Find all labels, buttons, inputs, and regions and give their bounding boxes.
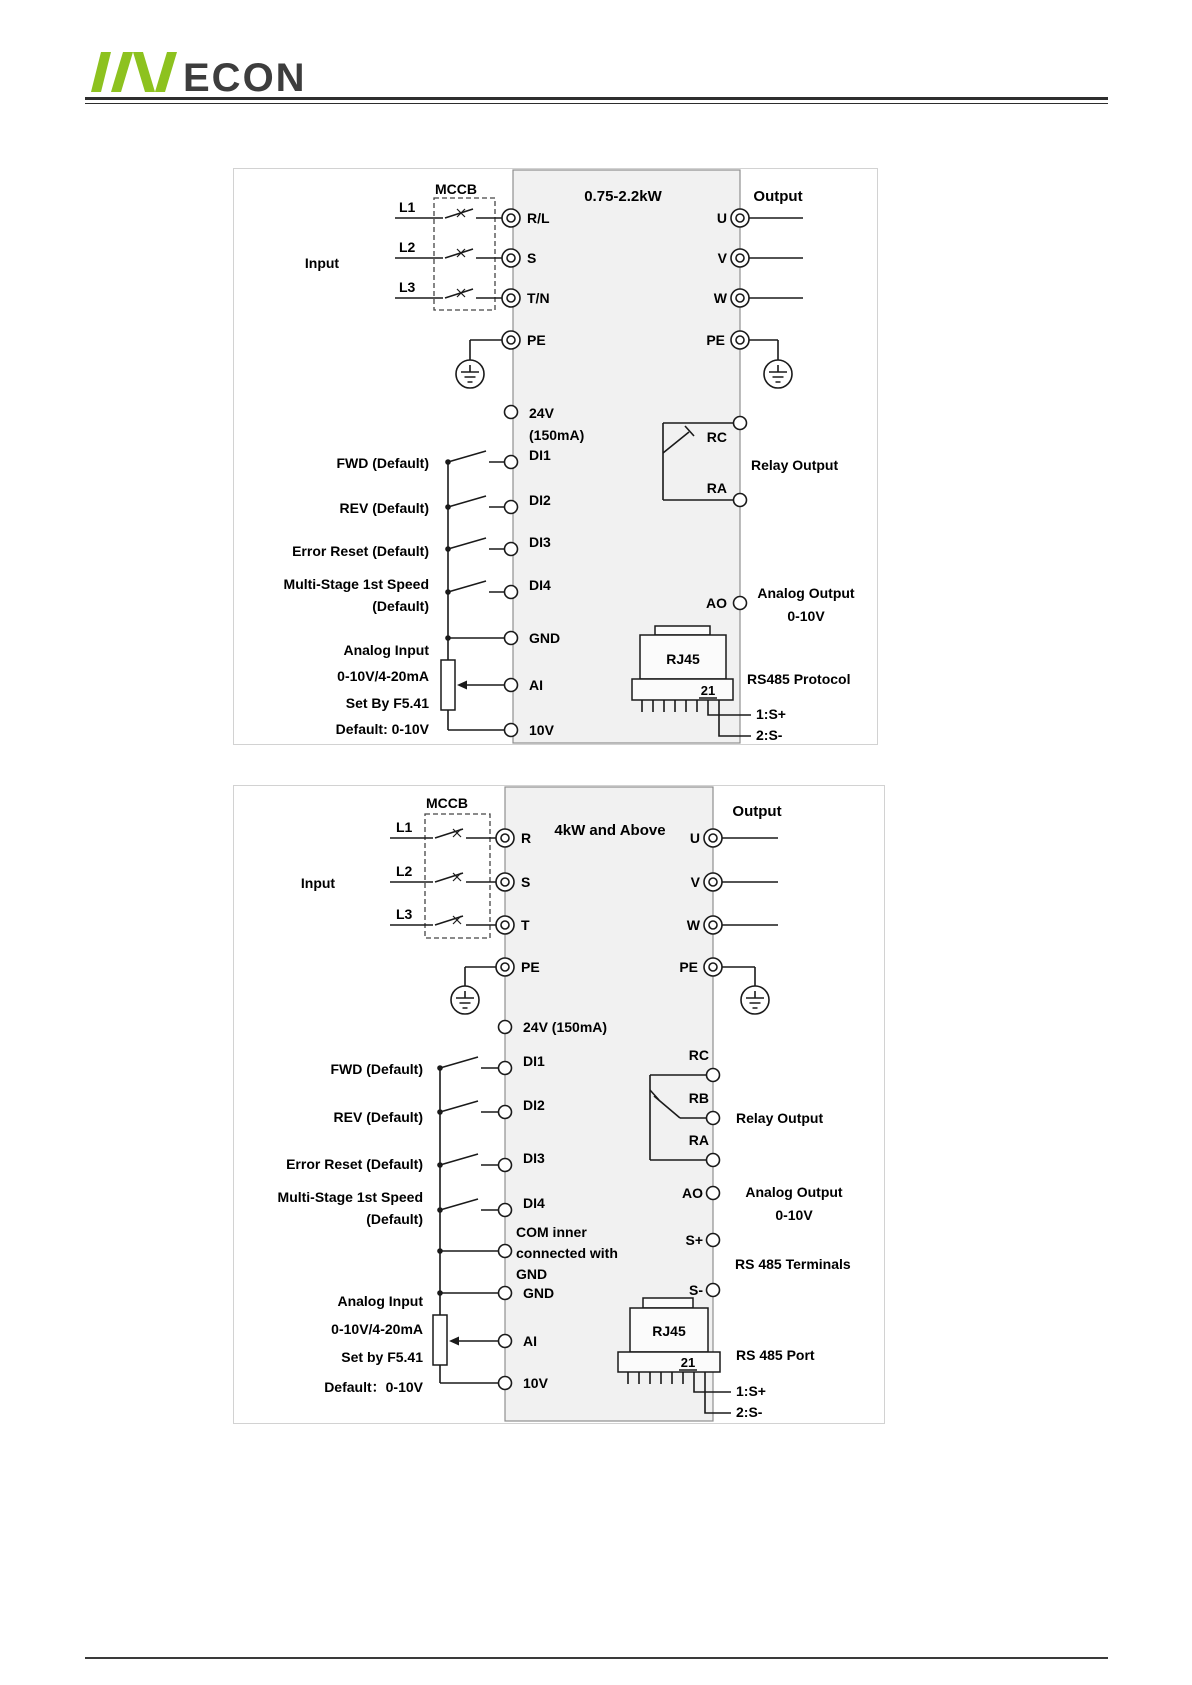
rs485-pin2-label: 2:S- bbox=[756, 727, 783, 743]
input-label: Input bbox=[300, 875, 336, 891]
terminal-pe-right-label: PE bbox=[679, 959, 698, 975]
diagram-panel-1 bbox=[233, 168, 878, 750]
l2-label: L2 bbox=[396, 863, 413, 879]
terminal-di1-label: DI1 bbox=[529, 447, 551, 463]
rs485-protocol-label: RS485 Protocol bbox=[747, 671, 851, 687]
analog-input-note-line2: 0-10V/4-20mA bbox=[337, 668, 429, 684]
wiring-diagram-4kw-above bbox=[233, 785, 885, 1424]
di4-function-label-line1: Multi-Stage 1st Speed bbox=[283, 576, 429, 592]
l1-label: L1 bbox=[396, 819, 413, 835]
terminal-rc-label: RC bbox=[688, 1047, 709, 1063]
analog-input-note-line4: Default: 0-10V bbox=[335, 721, 429, 737]
terminal-di4-label: DI4 bbox=[529, 577, 551, 593]
terminal-splus-label: S+ bbox=[685, 1232, 703, 1248]
l3-label: L3 bbox=[396, 906, 413, 922]
terminal-gnd-label: GND bbox=[523, 1285, 555, 1301]
terminal-v-label: V bbox=[717, 250, 727, 266]
rj45-label: RJ45 bbox=[666, 651, 700, 667]
com-note-line1: COM inner bbox=[516, 1224, 587, 1240]
terminal-ai-label: AI bbox=[529, 677, 543, 693]
analog-input-note-line1: Analog Input bbox=[337, 1293, 423, 1309]
logo-letters: ECON bbox=[183, 56, 307, 100]
terminal-gnd-label: GND bbox=[529, 630, 561, 646]
terminal-tn-label: T/N bbox=[527, 290, 550, 306]
power-rating-title: 4kW and Above bbox=[554, 822, 666, 839]
terminal-di2-label: DI2 bbox=[523, 1097, 545, 1113]
terminal-pe-right-label: PE bbox=[706, 332, 725, 348]
com-note-line2: connected with bbox=[516, 1245, 618, 1261]
l3-label: L3 bbox=[399, 279, 416, 295]
rs485-pin1-label: 1:S+ bbox=[756, 706, 786, 722]
rj45-connector bbox=[618, 1298, 720, 1384]
terminal-rc-label: RC bbox=[706, 429, 727, 445]
analog-output-label-line1: Analog Output bbox=[745, 1184, 843, 1200]
output-label: Output bbox=[732, 803, 782, 820]
analog-input-note-line1: Analog Input bbox=[343, 642, 429, 658]
terminal-pe-left-label: PE bbox=[527, 332, 546, 348]
di1-function-label: FWD (Default) bbox=[336, 455, 429, 471]
header-rule bbox=[85, 97, 1108, 104]
analog-output-label-line2: 0-10V bbox=[775, 1207, 813, 1223]
terminal-w-label: W bbox=[686, 917, 700, 933]
di3-function-label: Error Reset (Default) bbox=[292, 543, 429, 559]
terminal-10v-label: 10V bbox=[529, 722, 554, 738]
footer-rule bbox=[85, 1657, 1108, 1659]
terminal-24v-label: 24V bbox=[529, 405, 554, 421]
rs485-pin1-label: 1:S+ bbox=[736, 1383, 766, 1399]
rj45-connector bbox=[632, 626, 733, 712]
di2-function-label: REV (Default) bbox=[333, 1109, 423, 1125]
diagram-panel-2 bbox=[233, 785, 885, 1429]
terminal-s-label: S bbox=[527, 250, 537, 266]
di4-function-label-line1: Multi-Stage 1st Speed bbox=[277, 1189, 423, 1205]
analog-output-label-line2: 0-10V bbox=[787, 608, 825, 624]
rj45-pin21-label: 21 bbox=[680, 1355, 696, 1370]
rj45-label: RJ45 bbox=[652, 1323, 686, 1339]
terminal-sminus-label: S- bbox=[689, 1282, 703, 1298]
terminal-di4-label: DI4 bbox=[523, 1195, 545, 1211]
rs485-port-label: RS 485 Port bbox=[736, 1347, 815, 1363]
analog-input-note-line3: Set By F5.41 bbox=[345, 695, 429, 711]
analog-input-note-line3: Set by F5.41 bbox=[341, 1349, 423, 1365]
terminal-t-label: T bbox=[521, 917, 530, 933]
terminal-di1-label: DI1 bbox=[523, 1053, 545, 1069]
analog-input-note-line4: Default：0-10V bbox=[324, 1379, 423, 1395]
power-rating-title: 0.75-2.2kW bbox=[584, 188, 662, 205]
terminal-di3-label: DI3 bbox=[529, 534, 551, 550]
di2-function-label: REV (Default) bbox=[339, 500, 429, 516]
di4-function-label-line2: (Default) bbox=[366, 1211, 423, 1227]
input-label: Input bbox=[304, 255, 340, 271]
potentiometer bbox=[433, 1315, 447, 1365]
terminal-s-label: S bbox=[521, 874, 531, 890]
output-label: Output bbox=[753, 188, 803, 205]
terminal-10v-label: 10V bbox=[523, 1375, 548, 1391]
analog-output-label-line1: Analog Output bbox=[757, 585, 855, 601]
rj45-pin21-label: 21 bbox=[700, 683, 716, 698]
com-note-line3: GND bbox=[516, 1266, 548, 1282]
relay-output-label: Relay Output bbox=[751, 457, 839, 473]
terminal-ao-label: AO bbox=[682, 1185, 703, 1201]
l1-label: L1 bbox=[399, 199, 416, 215]
terminal-ra-label: RA bbox=[706, 480, 727, 496]
mccb-label: MCCB bbox=[435, 181, 477, 197]
terminal-r-label: R bbox=[521, 830, 532, 846]
potentiometer bbox=[441, 660, 455, 710]
terminal-ao-label: AO bbox=[706, 595, 727, 611]
rs485-pin2-label: 2:S- bbox=[736, 1404, 763, 1420]
di1-function-label: FWD (Default) bbox=[330, 1061, 423, 1077]
wecon-logo bbox=[85, 44, 345, 102]
terminal-24v-label: 24V (150mA) bbox=[523, 1019, 608, 1035]
terminal-rb-label: RB bbox=[688, 1090, 709, 1106]
terminal-di3-label: DI3 bbox=[523, 1150, 545, 1166]
terminal-v-label: V bbox=[690, 874, 700, 890]
terminal-di2-label: DI2 bbox=[529, 492, 551, 508]
terminal-ai-label: AI bbox=[523, 1333, 537, 1349]
l2-label: L2 bbox=[399, 239, 416, 255]
di4-function-label-line2: (Default) bbox=[372, 598, 429, 614]
analog-input-note-line2: 0-10V/4-20mA bbox=[331, 1321, 423, 1337]
terminal-24v-current-label: (150mA) bbox=[529, 427, 585, 443]
terminal-u-label: U bbox=[716, 210, 727, 226]
terminal-ra-label: RA bbox=[688, 1132, 709, 1148]
mccb-label: MCCB bbox=[426, 795, 468, 811]
relay-output-label: Relay Output bbox=[736, 1110, 824, 1126]
terminal-w-label: W bbox=[713, 290, 727, 306]
rs485-terminals-label: RS 485 Terminals bbox=[735, 1256, 851, 1272]
terminal-rl-label: R/L bbox=[527, 210, 550, 226]
di3-function-label: Error Reset (Default) bbox=[286, 1156, 423, 1172]
wiring-diagram-075-22kw bbox=[233, 168, 878, 745]
terminal-pe-left-label: PE bbox=[521, 959, 540, 975]
logo-w-mark bbox=[91, 52, 177, 92]
terminal-u-label: U bbox=[689, 830, 700, 846]
